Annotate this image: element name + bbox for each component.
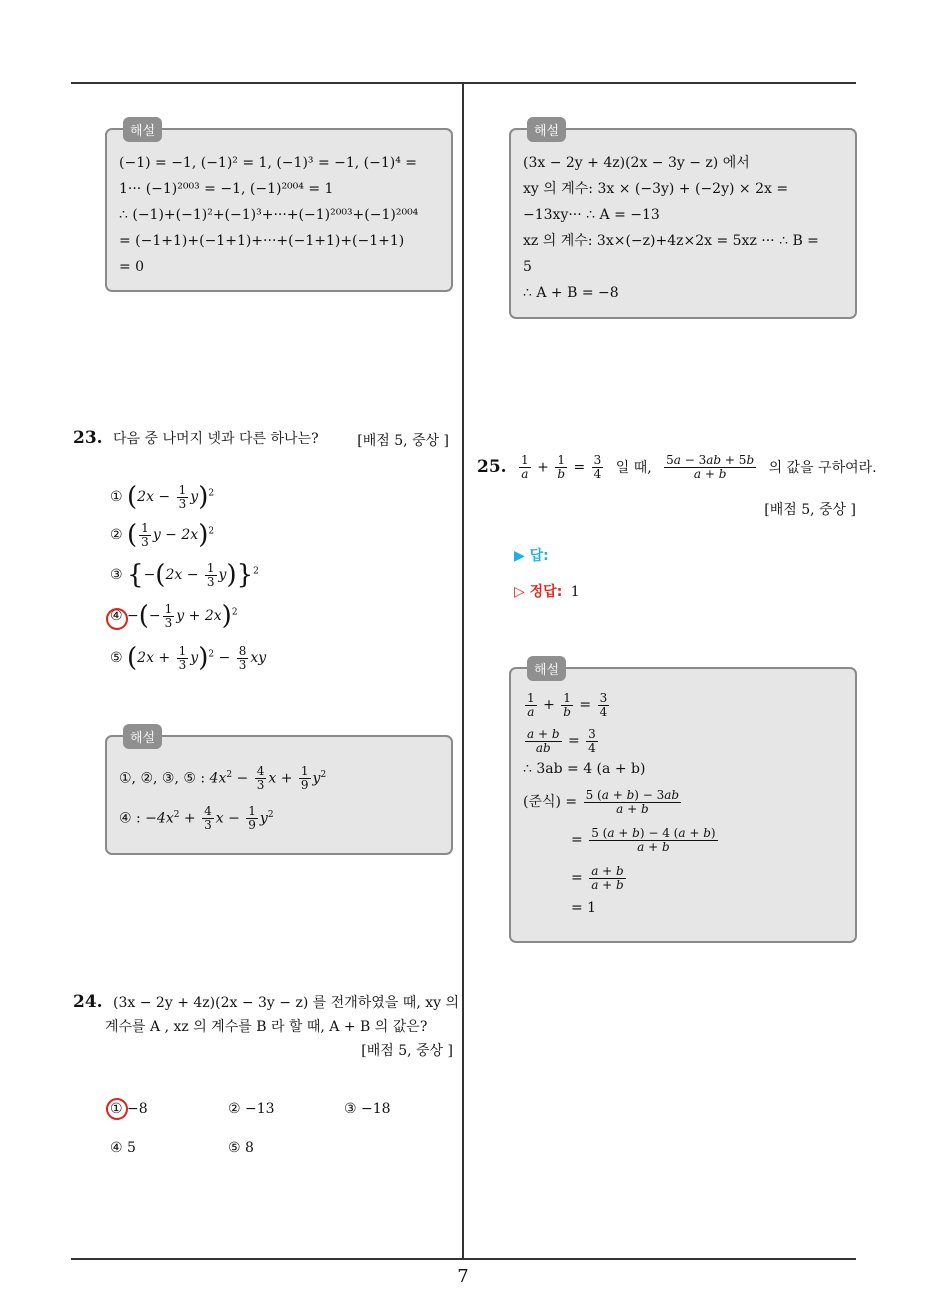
option-number: ③ xyxy=(344,1101,357,1117)
sol25-line-2: $\frac{a + b}{ab}$ = $\frac{3}{4}$ xyxy=(527,726,596,755)
sol23-line-1: ①, ②, ③, ⑤ : $4x^2$ − $\frac{4}{3}$ x + $\frac{1}{9}$ $y^2$ xyxy=(119,764,327,793)
question-25: 25. $\frac{1}{a}$ + $\frac{1}{b}$ = $\frac{3}{4}$ 일 때, $\frac{5a - 3ab + 5b}{a + b}$ 의 값을 구하여라. xyxy=(477,453,877,481)
sol25-line-3: ∴ 3ab = 4 (a + b) xyxy=(523,761,646,777)
sol23-line-1-head: ①, ②, ③, ⑤ : xyxy=(119,770,206,787)
solution-box-25 xyxy=(509,663,857,943)
column-divider xyxy=(462,83,464,1259)
sol23-line-2: ④ : $-4x^2$ + $\frac{4}{3}$ x − $\frac{1}{9}$ $y^2$ xyxy=(119,803,274,832)
question-points: [배점 5, 중상 ] xyxy=(361,1043,453,1059)
sol24-line-6: ∴ A + B = −8 xyxy=(523,285,619,301)
question-number: 23. xyxy=(73,428,103,448)
option-number: ③ xyxy=(110,567,123,583)
option-number: ② xyxy=(110,527,123,543)
question-23 xyxy=(73,428,453,448)
q23-option-4[interactable]: ④ −(− $\frac{1}{3}$ y + 2x)$^2$ xyxy=(110,601,238,631)
question-text-tail: 의 값을 구하여라. xyxy=(768,459,877,476)
option-number: ⑤ xyxy=(228,1140,241,1156)
question-number: 25. xyxy=(477,456,507,477)
solution-tag: 해설 xyxy=(123,724,162,749)
sol22-line-2: 1··· (−1)²⁰⁰³ = −1, (−1)²⁰⁰⁴ = 1 xyxy=(119,181,334,197)
option-value: −8 xyxy=(127,1101,148,1117)
question-text: 다음 중 나머지 넷과 다른 하나는? xyxy=(113,431,319,447)
answer-label-text: ▶ 답: xyxy=(514,548,549,564)
solution-tag: 해설 xyxy=(527,656,566,681)
q24-option-2[interactable] xyxy=(228,1101,275,1117)
sol25-line-7: = 1 xyxy=(571,900,597,916)
answer-label xyxy=(514,545,549,565)
correct-label: ▷ 정답: xyxy=(514,584,563,600)
bottom-rule xyxy=(71,1258,856,1260)
solution-box-24 xyxy=(509,124,857,319)
sol24-line-2: xy 의 계수: 3x × (−3y) + (−2y) × 2x = xyxy=(523,181,789,197)
option-number: ④ xyxy=(110,1140,123,1156)
correct-value: 1 xyxy=(570,584,580,600)
sol22-line-4: = (−1+1)+(−1+1)+···+(−1+1)+(−1+1) xyxy=(119,233,405,249)
option-value: 5 xyxy=(127,1140,136,1156)
sol24-line-4: xz 의 계수: 3x×(−z)+4z×2x = 5xz ··· ∴ B = xyxy=(523,233,819,249)
correct-answer xyxy=(514,581,580,601)
q23-option-5[interactable]: ⑤ (2x + $\frac{1}{3}$ y)$^2$ − $\frac{8}{3}$ xy xyxy=(110,643,267,673)
sol22-line-5: = 0 xyxy=(119,259,145,275)
sol23-line-2-head: ④ : xyxy=(119,810,141,827)
option-value: 8 xyxy=(245,1140,254,1156)
selected-answer-mark xyxy=(104,1096,130,1122)
question-number: 24. xyxy=(73,992,103,1012)
sol25-line-4-head: (준식) = xyxy=(523,794,578,810)
solution-tag: 해설 xyxy=(123,117,162,142)
sol25-line-4: (준식) = $\frac{5 (a + b) - 3ab}{a + b}$ xyxy=(523,787,680,816)
option-number: ② xyxy=(228,1101,241,1117)
sol25-line-6: = $\frac{a + b}{a + b}$ xyxy=(571,863,624,892)
solution-tag: 해설 xyxy=(527,117,566,142)
q24-option-3[interactable] xyxy=(344,1101,391,1117)
option-number: ④ xyxy=(110,608,123,624)
question-points: [배점 5, 중상 ] xyxy=(764,502,856,518)
option-number: ① xyxy=(110,1101,123,1117)
sol24-line-1: (3x − 2y + 4z)(2x − 3y − z) 에서 xyxy=(523,155,750,171)
sol22-line-3: ∴ (−1)+(−1)²+(−1)³+···+(−1)²⁰⁰³+(−1)²⁰⁰⁴ xyxy=(119,207,419,223)
question-line-1: (3x − 2y + 4z)(2x − 3y − z) 를 전개하였을 때, xy 의 xyxy=(113,995,459,1011)
sol24-line-3: −13xy··· ∴ A = −13 xyxy=(523,207,660,223)
sol24-line-5: 5 xyxy=(523,259,532,275)
sol25-line-5: = $\frac{5 (a + b) - 4 (a + b)}{a + b}$ xyxy=(571,825,716,854)
question-text-when: 일 때, xyxy=(615,459,652,476)
option-value: −18 xyxy=(361,1101,391,1117)
option-number: ① xyxy=(110,489,123,505)
option-number: ⑤ xyxy=(110,650,123,666)
option-value: −13 xyxy=(245,1101,275,1117)
sol22-line-1: (−1) = −1, (−1)² = 1, (−1)³ = −1, (−1)⁴ = xyxy=(119,155,418,171)
page-number: 7 xyxy=(457,1266,469,1287)
q24-option-5[interactable] xyxy=(228,1140,254,1156)
question-24 xyxy=(73,990,457,1063)
sol25-line-1: $\frac{1}{a}$ + $\frac{1}{b}$ = $\frac{3}{4}$ xyxy=(527,690,608,719)
q23-option-1[interactable]: ① (2x − $\frac{1}{3}$ y)$^2$ xyxy=(110,482,215,512)
question-line-2: 계수를 A , xz 의 계수를 B 라 할 때, A + B 의 값은? xyxy=(105,1019,428,1035)
q23-option-3[interactable]: ③ {−(2x − $\frac{1}{3}$ y)}$^2$ xyxy=(110,560,259,590)
q24-option-4[interactable] xyxy=(110,1140,136,1156)
question-points: [배점 5, 중상 ] xyxy=(357,433,449,449)
q23-option-2[interactable]: ② ( $\frac{1}{3}$ y − 2x)$^2$ xyxy=(110,520,215,550)
solution-box-23 xyxy=(105,731,453,855)
solution-box-22 xyxy=(105,124,453,292)
